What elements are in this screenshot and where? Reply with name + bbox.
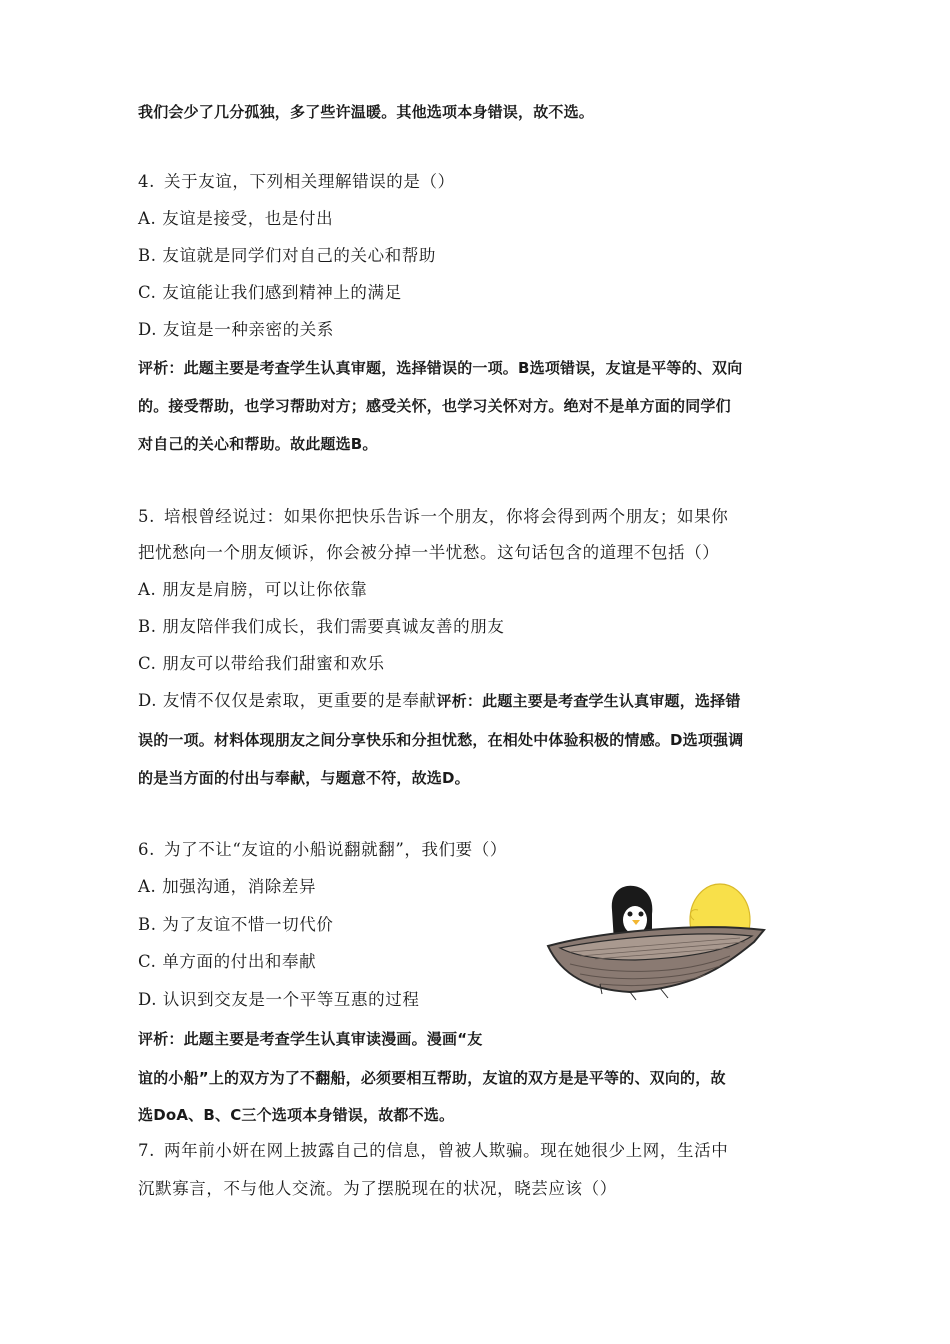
option-a: A. 友谊是接受，也是付出 (138, 209, 334, 228)
question-text-cont: 沉默寡言，不与他人交流。为了摆脱现在的状况，晓芸应该（） (138, 1179, 617, 1198)
analysis-line: 选DoA、B、C三个选项本身错误，故都不选。 (138, 1106, 455, 1124)
option-d-with-analysis (138, 689, 741, 715)
analysis-line: 的是当方面的付出与奉献，与题意不符，故选D。 (138, 769, 470, 787)
option-c: C. 朋友可以带给我们甜蜜和欢乐 (138, 654, 385, 673)
analysis-line: 对自己的关心和帮助。故此题选B。 (138, 435, 378, 453)
boat-shape (548, 927, 764, 1000)
option-b: B. 友谊就是同学们对自己的关心和帮助 (138, 246, 437, 265)
question-text: 为了不让“友谊的小船说翻就翻”，我们要（） (164, 840, 507, 859)
analysis-line: 谊的小船”上的双方为了不翻船，必须要相互帮助，友谊的双方是是平等的、双向的，故 (138, 1069, 726, 1087)
analysis-line: 的。接受帮助，也学习帮助对方；感受关怀，也学习关怀对方。绝对不是单方面的同学们 (138, 397, 731, 415)
option-d: D. 认识到交友是一个平等互惠的过程 (138, 990, 420, 1009)
analysis-line: 误的一项。材料体现朋友之间分享快乐和分担忧愁，在相处中体验积极的情感。D选项强调 (138, 731, 744, 749)
question-text: 培根曾经说过：如果你把快乐告诉一个朋友，你将会得到两个朋友；如果你 (164, 507, 729, 526)
option-c: C. 单方面的付出和奉献 (138, 952, 317, 971)
option-d: D. 友情不仅仅是索取，更重要的是奉献 (138, 691, 437, 710)
question-number: 5. (138, 507, 155, 526)
question-text: 关于友谊，下列相关理解错误的是（） (164, 172, 455, 191)
analysis-line: 评析：此题主要是考查学生认真审题，选择错 (436, 692, 741, 710)
question-7 (138, 1139, 728, 1165)
option-c: C. 友谊能让我们感到精神上的满足 (138, 283, 402, 302)
question-text: 两年前小妍在网上披露自己的信息，曾被人欺骗。现在她很少上网，生活中 (164, 1141, 729, 1160)
question-text-cont: 把忧愁向一个朋友倾诉，你会被分掉一半忧愁。这句话包含的道理不包括（） (138, 543, 720, 562)
text-line: 我们会少了几分孤独，多了些许温暖。其他选项本身错误，故不选。 (138, 103, 595, 121)
question-6 (138, 838, 507, 864)
option-d: D. 友谊是一种亲密的关系 (138, 320, 334, 339)
question-4 (138, 170, 455, 196)
question-number: 7. (138, 1141, 155, 1160)
option-a: A. 加强沟通，消除差异 (138, 877, 317, 896)
question-5 (138, 505, 728, 531)
option-b: B. 为了友谊不惜一切代价 (138, 915, 334, 934)
option-a: A. 朋友是肩膀，可以让你依靠 (138, 580, 368, 599)
analysis-line: 评析：此题主要是考查学生认真审读漫画。漫画“友 (138, 1030, 483, 1048)
question-number: 6. (138, 840, 155, 859)
friendship-boat-cartoon (540, 880, 770, 1020)
analysis-line: 评析：此题主要是考查学生认真审题，选择错误的一项。B选项错误，友谊是平等的、双向 (138, 359, 743, 377)
option-b: B. 朋友陪伴我们成长，我们需要真诚友善的朋友 (138, 617, 505, 636)
question-number: 4. (138, 172, 155, 191)
